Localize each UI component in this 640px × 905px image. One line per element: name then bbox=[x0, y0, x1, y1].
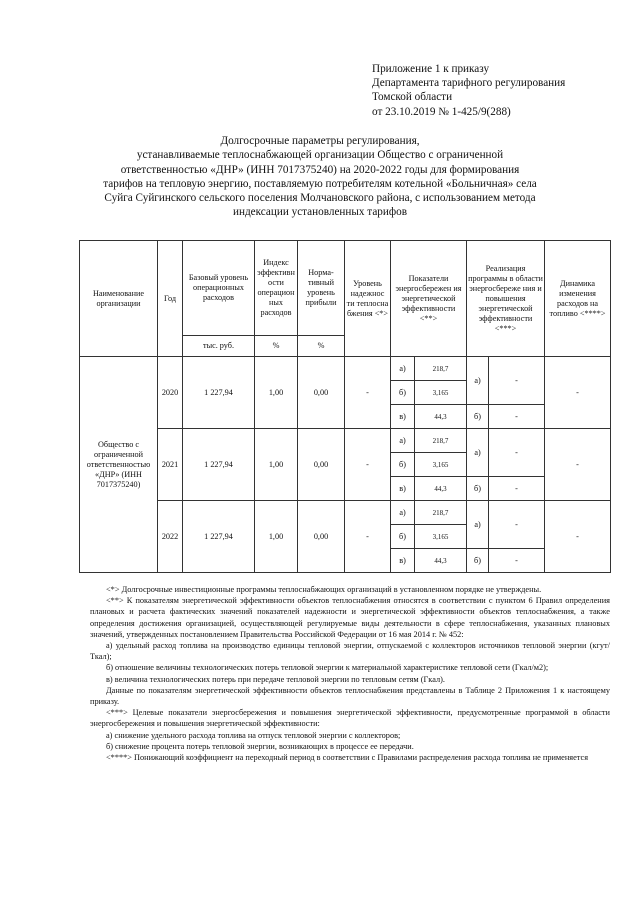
footnote: <****> Понижающий коэффициент на переходный период в соответствии с Правилами распределения расхода топлива не применяется bbox=[106, 753, 589, 763]
dynamics-cell: - bbox=[545, 501, 611, 573]
energy-label: б) bbox=[391, 525, 415, 549]
header-index: Индекс эффективн ости операцион ных расходов bbox=[255, 241, 298, 336]
program-label: а) bbox=[467, 501, 489, 549]
energy-label: в) bbox=[391, 405, 415, 429]
dynamics-cell: - bbox=[545, 429, 611, 501]
energy-label: б) bbox=[391, 381, 415, 405]
base-cell: 1 227,94 bbox=[183, 357, 255, 429]
program-label: а) bbox=[467, 357, 489, 405]
footnotes bbox=[90, 584, 610, 763]
title-line: Долгосрочные параметры регулирования, bbox=[220, 135, 420, 147]
norm-cell: 0,00 bbox=[298, 501, 345, 573]
base-cell: 1 227,94 bbox=[183, 429, 255, 501]
header-row bbox=[80, 241, 611, 336]
title-line: устанавливаемые теплоснабжающей организации Общество с ограниченной bbox=[136, 149, 504, 162]
footnote: <*> Долгосрочные инвестиционные программы теплоснабжающих организаций в установленном порядке не утверждены. bbox=[106, 585, 542, 594]
program-value: - bbox=[489, 405, 545, 429]
footnote: <**> К показателям энергетической эффективности объектов теплоснабжения относятся в соответствии с пунктом 6 Правил определения плановых и расчета фактических значений показателей надежности и энергетической эффективности объектов теплоснабжения, а также определения достижения организацией, осуществляющей регулируемые виды деятельности в сфере теплоснабжения, указанных плановых значений, утвержденных постановлением Правительства Российской Федерации от 16 мая 2014 г. № 452: bbox=[90, 596, 610, 639]
energy-value: 218,7 bbox=[415, 429, 467, 453]
appendix-line: Приложение 1 к приказу bbox=[372, 63, 490, 75]
base-cell: 1 227,94 bbox=[183, 501, 255, 573]
parameters-table bbox=[79, 240, 611, 573]
header-program: Реализация программы в области энергосбереже ния и повышения энергетической эффективности <***> bbox=[467, 241, 545, 357]
program-label: б) bbox=[467, 477, 489, 501]
norm-cell: 0,00 bbox=[298, 357, 345, 429]
program-value: - bbox=[489, 549, 545, 573]
program-label: а) bbox=[467, 429, 489, 477]
header-dynamics: Динамика изменения расходов на топливо <****> bbox=[545, 241, 611, 357]
org-name: Общество с ограниченной ответственностью «ДНР» (ИНН 7017375240) bbox=[80, 357, 158, 573]
unit-norm: % bbox=[298, 336, 345, 357]
unit-index: % bbox=[255, 336, 298, 357]
footnote: б) снижение процента потерь тепловой энергии, возникающих в процессе ее передачи. bbox=[106, 741, 414, 751]
title-line: тарифов на тепловую энергию, поставляемую потребителям котельной «Больничная» села bbox=[103, 177, 537, 190]
energy-value: 44,3 bbox=[415, 477, 467, 501]
appendix-header bbox=[372, 62, 622, 119]
header-energy: Показатели энергосбережен ия энергетической эффективности <**> bbox=[391, 241, 467, 357]
header-org: Наименование организации bbox=[80, 241, 158, 357]
dynamics-cell: - bbox=[545, 357, 611, 429]
unit-base: тыс. руб. bbox=[183, 336, 255, 357]
energy-label: в) bbox=[391, 549, 415, 573]
energy-label: а) bbox=[391, 501, 415, 525]
index-cell: 1,00 bbox=[255, 357, 298, 429]
norm-cell: 0,00 bbox=[298, 429, 345, 501]
program-value: - bbox=[489, 501, 545, 549]
header-year: Год bbox=[158, 241, 183, 357]
program-value: - bbox=[489, 429, 545, 477]
program-label: б) bbox=[467, 549, 489, 573]
header-norm: Норма-тивный уровень прибыли bbox=[298, 241, 345, 336]
year-cell: 2021 bbox=[158, 429, 183, 501]
reliability-cell: - bbox=[345, 501, 391, 573]
table-row bbox=[80, 429, 611, 453]
energy-label: в) bbox=[391, 477, 415, 501]
energy-value: 218,7 bbox=[415, 357, 467, 381]
header-reliability: Уровень надежнос ти теплосна бжения <*> bbox=[345, 241, 391, 357]
energy-label: б) bbox=[391, 453, 415, 477]
footnote: а) удельный расход топлива на производство единицы тепловой энергии, отпускаемой с коллекторов источников тепловой энергии (кгут/Ткал); bbox=[90, 641, 610, 662]
title-line: индексации установленных тарифов bbox=[232, 206, 407, 219]
title-line: Суйга Суйгинского сельского поселения Молчановского района, с использованием метода bbox=[104, 192, 536, 205]
footnote: в) величина технологических потерь при передаче тепловой энергии по тепловым сетям (Гкал). bbox=[106, 674, 445, 684]
year-cell: 2022 bbox=[158, 501, 183, 573]
program-value: - bbox=[489, 357, 545, 405]
header-base: Базовый уровень операционных расходов bbox=[183, 241, 255, 336]
energy-value: 44,3 bbox=[415, 405, 467, 429]
appendix-line: Департамента тарифного регулирования bbox=[372, 77, 566, 90]
energy-label: а) bbox=[391, 357, 415, 381]
year-cell: 2020 bbox=[158, 357, 183, 429]
program-value: - bbox=[489, 477, 545, 501]
footnote: б) отношение величины технологических потерь тепловой энергии к материальной характеристике тепловой сети (Гкал/м2); bbox=[106, 663, 549, 673]
document-title bbox=[70, 134, 570, 220]
footnote: <***> Целевые показатели энергосбережения и повышения энергетической эффективности, предусмотренные программой в области энергосбережения и повышения энергетической эффективности: bbox=[90, 708, 610, 729]
footnote: Данные по показателям энергетической эффективности объектов теплоснабжения представлены в Таблице 2 Приложения 1 к настоящему приказу. bbox=[90, 685, 610, 707]
appendix-line: от 23.10.2019 № 1-425/9(288) bbox=[372, 105, 511, 118]
title-line: ответственностью «ДНР» (ИНН 7017375240) на 2020-2022 годы для формирования bbox=[120, 163, 520, 176]
appendix-line: Томской области bbox=[372, 91, 453, 104]
energy-value: 3,165 bbox=[415, 453, 467, 477]
reliability-cell: - bbox=[345, 429, 391, 501]
footnote: а) снижение удельного расхода топлива на отпуск тепловой энергии с коллекторов; bbox=[106, 730, 401, 740]
energy-value: 218,7 bbox=[415, 501, 467, 525]
table-row bbox=[80, 357, 611, 381]
index-cell: 1,00 bbox=[255, 429, 298, 501]
reliability-cell: - bbox=[345, 357, 391, 429]
energy-value: 44,3 bbox=[415, 549, 467, 573]
energy-value: 3,165 bbox=[415, 381, 467, 405]
index-cell: 1,00 bbox=[255, 501, 298, 573]
energy-value: 3,165 bbox=[415, 525, 467, 549]
table-row bbox=[80, 501, 611, 525]
energy-label: а) bbox=[391, 429, 415, 453]
program-label: б) bbox=[467, 405, 489, 429]
